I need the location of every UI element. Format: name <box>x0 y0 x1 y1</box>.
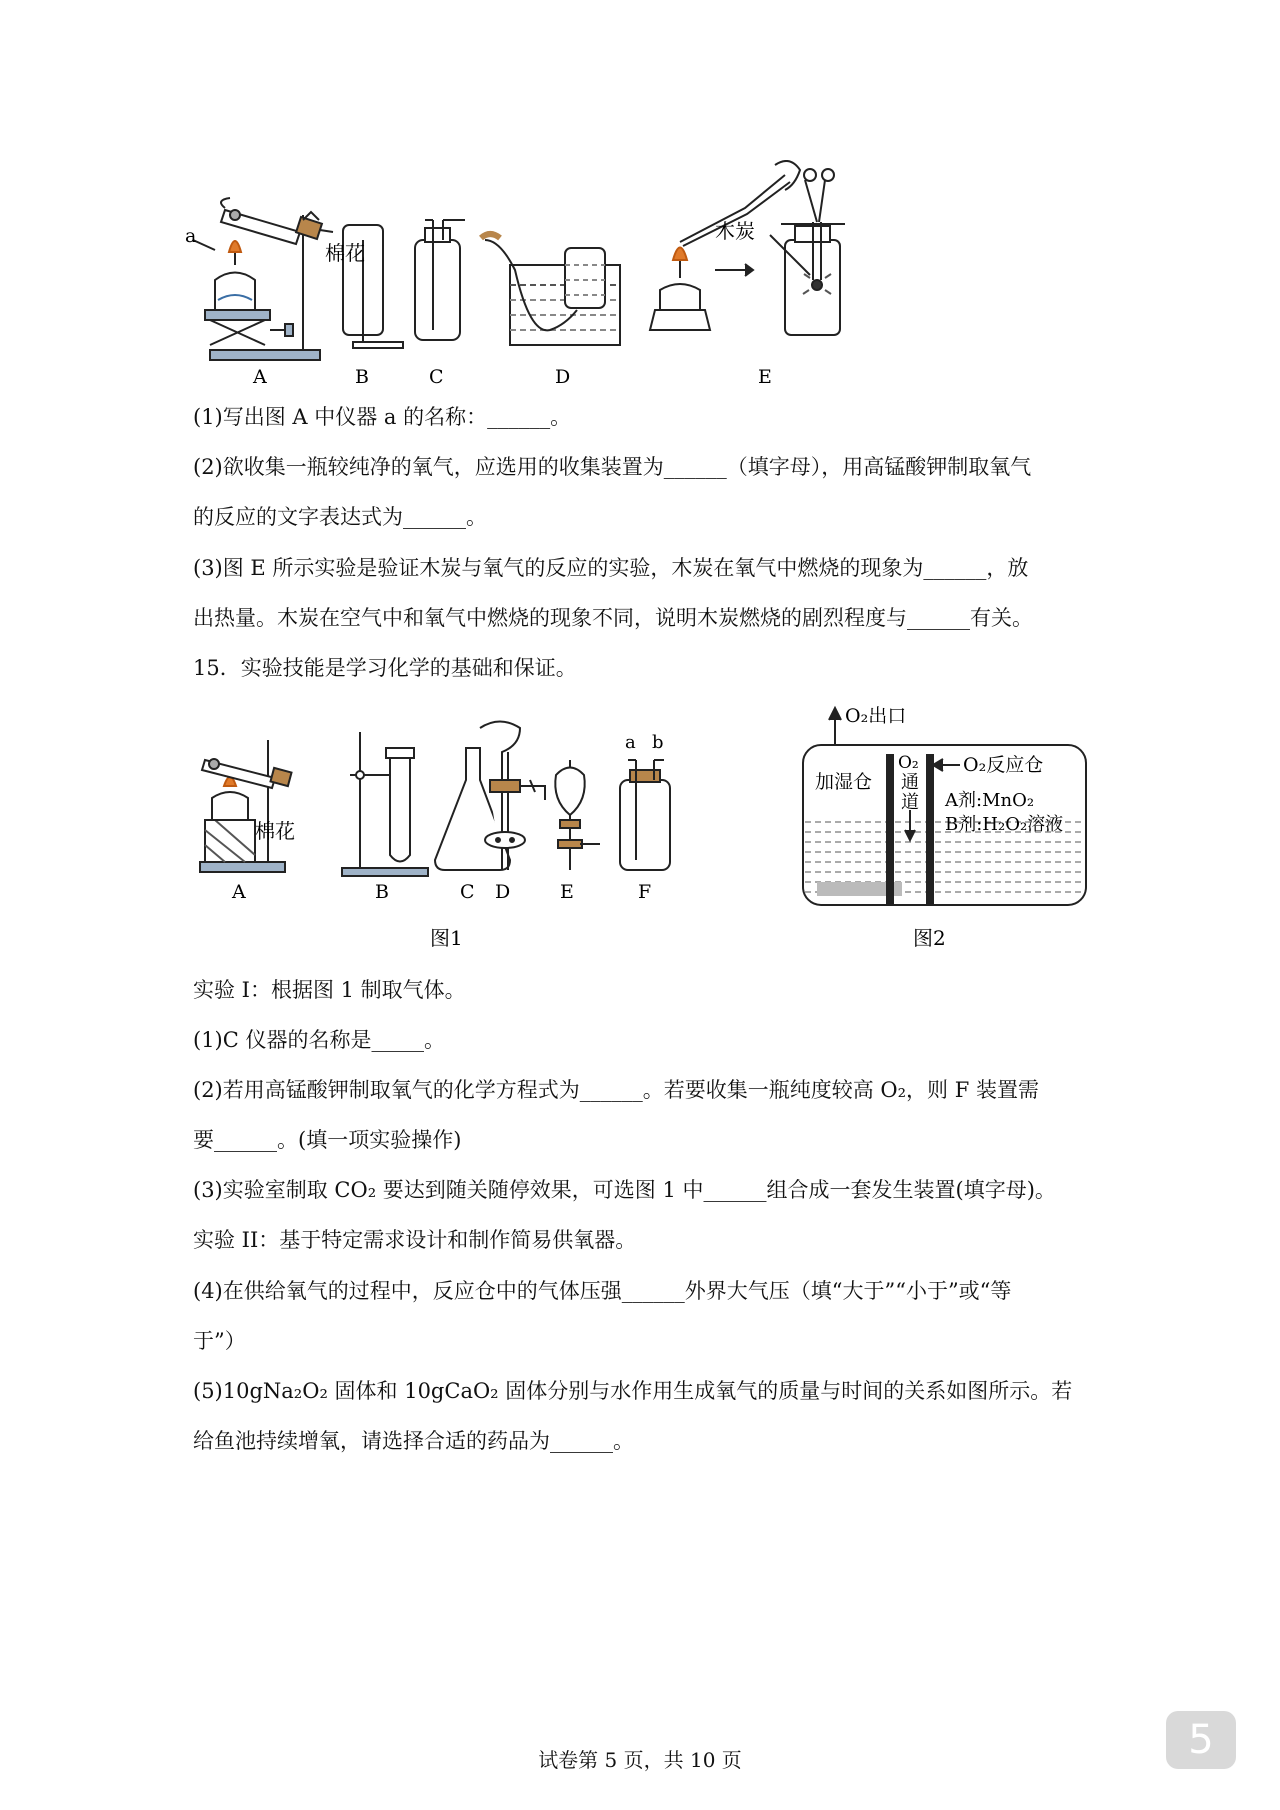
figure-1 <box>190 720 790 950</box>
fig2-caption: 图2 <box>913 926 946 950</box>
q15-4b: 于”） <box>193 1329 246 1353</box>
fig1-label-E: E <box>560 881 574 903</box>
fig2-agent-a: A剂:MnO₂ <box>945 790 1035 811</box>
page-footer: 试卷第 5 页，共 10 页 <box>538 1748 742 1772</box>
fig-top-label-B: B <box>355 366 369 388</box>
q15-4a: (4)在供给氧气的过程中，反应仓中的气体压强______外界大气压（填“大于”“小于”或“等 <box>193 1279 1012 1303</box>
cotton-label-fig1: 棉花 <box>255 819 295 843</box>
fig2-channel-o2: O₂ <box>898 753 919 773</box>
fig2-channel-char-1: 通 <box>901 772 919 793</box>
q15-2a: (2)若用高锰酸钾制取氧气的化学方程式为______。若要收集一瓶纯度较高 O₂，则 F 装置需 <box>193 1078 1039 1102</box>
q14-2b: 的反应的文字表达式为______。 <box>193 505 487 529</box>
fig1-label-B: B <box>375 881 389 903</box>
fig1-label-A: A <box>232 881 246 903</box>
figure-2 <box>795 700 1095 950</box>
q15-1: (1)C 仪器的名称是_____。 <box>193 1028 445 1052</box>
label-f-a: a <box>625 732 636 753</box>
q15-5a: (5)10gNa₂O₂ 固体和 10gCaO₂ 固体分别与水作用生成氧气的质量与时间的关系如图所示。若 <box>193 1379 1073 1403</box>
q15-exp1: 实验 I：根据图 1 制取气体。 <box>193 978 466 1002</box>
q14-3a: (3)图 E 所示实验是验证木炭与氧气的反应的实验，木炭在氧气中燃烧的现象为______，放 <box>193 556 1029 580</box>
q15-2b: 要______。(填一项实验操作) <box>193 1128 462 1152</box>
fig2-channel-char-2: 道 <box>901 792 919 813</box>
apparatus-figure-top <box>185 160 985 400</box>
fig-top-label-E: E <box>758 366 772 388</box>
label-a: a <box>185 225 197 247</box>
fig1-label-F: F <box>638 881 652 903</box>
fig2-humidify-label: 加湿仓 <box>815 771 873 793</box>
fig2-reaction-label: O₂反应仓 <box>963 754 1044 776</box>
q15-5b: 给鱼池持续增氧，请选择合适的药品为______。 <box>193 1429 634 1453</box>
q14-3b: 出热量。木炭在空气中和氧气中燃烧的现象不同，说明木炭燃烧的剧烈程度与______有关。 <box>193 606 1033 630</box>
cotton-label-top: 棉花 <box>325 241 365 265</box>
q14-2a: (2)欲收集一瓶较纯净的氧气，应选用的收集装置为______（填字母），用高锰酸钾制取氧气 <box>193 455 1032 479</box>
fig-top-label-A: A <box>253 366 267 388</box>
fig1-caption: 图1 <box>430 926 463 950</box>
fig-top-label-D: D <box>555 366 571 388</box>
q15-3: (3)实验室制取 CO₂ 要达到随关随停效果，可选图 1 中______组合成一套发生装置(填字母)。 <box>193 1178 1056 1202</box>
q14-1: (1)写出图 A 中仪器 a 的名称：______。 <box>193 405 572 429</box>
fig2-outlet-label: O₂出口 <box>845 705 907 727</box>
q15-title: 15．实验技能是学习化学的基础和保证。 <box>193 656 577 680</box>
fig2-agent-b: B剂:H₂O₂溶液 <box>945 814 1064 835</box>
fig-top-label-C: C <box>429 366 444 388</box>
page-number-badge: 5 <box>1166 1711 1236 1769</box>
fig1-label-C: C <box>460 881 475 903</box>
charcoal-label: 木炭 <box>715 219 755 243</box>
fig1-label-D: D <box>495 881 511 903</box>
label-f-b: b <box>652 732 664 753</box>
q15-exp2: 实验 II：基于特定需求设计和制作简易供氧器。 <box>193 1228 637 1252</box>
